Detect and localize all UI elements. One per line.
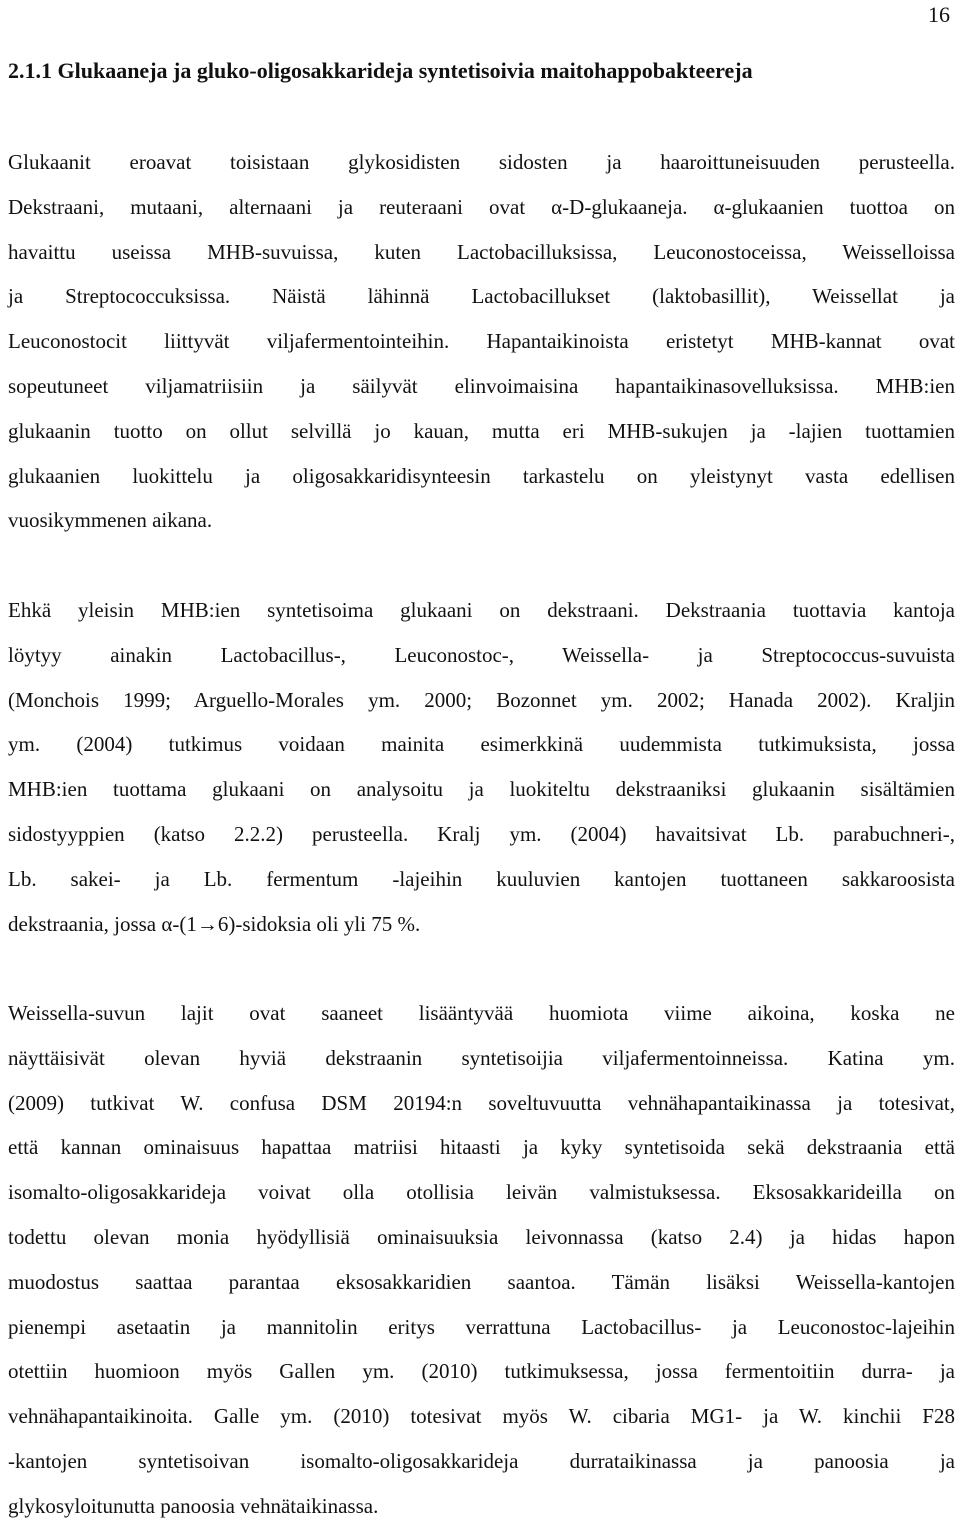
- text-line: Weissella-suvun lajit ovat saaneet lisääntyvää huomiota viime aikoina, koska ne: [8, 1001, 955, 1025]
- text-line: löytyy ainakin Lactobacillus-, Leuconostoc-, Weissella- ja Streptococcus-suvuista: [8, 642, 955, 667]
- paragraph-dextran: [8, 588, 955, 946]
- text-line: otettiin huomioon myös Gallen ym. (2010) tutkimuksessa, jossa fermentoitiin durra- ja: [8, 1359, 955, 1384]
- text-line: sopeutuneet viljamatriisiin ja säilyvät elinvoimaisina hapantaikinasovelluksissa. MHB:ien: [8, 373, 955, 398]
- text-line: ja Streptococcuksissa. Näistä lähinnä Lactobacillukset (laktobasillit), Weissellat ja: [8, 284, 955, 309]
- text-line: vehnähapantaikinoita. Galle ym. (2010) totesivat myös W. cibaria MG1- ja W. kinchii F28: [8, 1404, 955, 1429]
- text-line: glykosyloitunutta panoosia vehnätaikinassa.: [8, 1493, 379, 1518]
- text-line: Dekstraani, mutaani, alternaani ja reuteraani ovat α-D-glukaaneja. α-glukaanien tuottoa on: [8, 194, 955, 219]
- text-line: ym. (2004) tutkimus voidaan mainita esimerkkinä uudemmista tutkimuksista, jossa: [8, 732, 955, 757]
- text-line: MHB:ien tuottama glukaani on analysoitu ja luokiteltu dekstraaniksi glukaanin sisältämien: [8, 777, 955, 802]
- section-heading: 2.1.1 Glukaaneja ja gluko-oligosakkarideja syntetisoivia maitohappobakteereja: [8, 58, 753, 83]
- page-number: 16: [928, 2, 950, 27]
- text-line: glukaanin tuotto on ollut selvillä jo kauan, mutta eri MHB-sukujen ja -lajien tuottamien: [8, 418, 955, 443]
- paragraph-glucan-overview: [8, 140, 955, 543]
- text-line: pienempi asetaatin ja mannitolin eritys verrattuna Lactobacillus- ja Leuconostoc-lajeihin: [8, 1314, 955, 1339]
- text-line: vuosikymmenen aikana.: [8, 508, 213, 533]
- text-line: Leuconostocit liittyvät viljafermentointeihin. Hapantaikinoista eristetyt MHB-kannat ovat: [8, 329, 955, 354]
- text-line: Glukaanit eroavat toisistaan glykosidisten sidosten ja haaroittuneisuuden perusteella.: [8, 150, 955, 174]
- text-line: että kannan ominaisuus hapattaa matriisi hitaasti ja kyky syntetisoida sekä dekstraania että: [8, 1135, 955, 1160]
- text-line: todettu olevan monia hyödyllisiä ominaisuuksia leivonnassa (katso 2.4) ja hidas hapon: [8, 1224, 955, 1249]
- text-line: dekstraania, jossa α-(1→6)-sidoksia oli yli 75 %.: [8, 911, 421, 936]
- text-line: Lb. sakei- ja Lb. fermentum -lajeihin kuuluvien kantojen tuottaneen sakkaroosista: [8, 866, 955, 891]
- text-line: isomalto-oligosakkarideja voivat olla otollisia leivän valmistuksessa. Eksosakkarideilla on: [8, 1180, 955, 1205]
- paragraph-weissella: [8, 991, 955, 1529]
- text-line: sidostyyppien (katso 2.2.2) perusteella. Kralj ym. (2004) havaitsivat Lb. parabuchneri-,: [8, 821, 955, 846]
- text-line: muodostus saattaa parantaa eksosakkaridien saantoa. Tämän lisäksi Weissella-kantojen: [8, 1269, 955, 1294]
- text-line: Ehkä yleisin MHB:ien syntetisoima glukaani on dekstraani. Dekstraania tuottavia kantoja: [8, 598, 955, 622]
- text-line: (2009) tutkivat W. confusa DSM 20194:n soveltuvuutta vehnähapantaikinassa ja totesivat,: [8, 1090, 955, 1115]
- text-line: näyttäisivät olevan hyviä dekstraanin syntetisoijia viljafermentoinneissa. Katina ym.: [8, 1045, 955, 1070]
- text-line: -kantojen syntetisoivan isomalto-oligosakkarideja durrataikinassa ja panoosia ja: [8, 1448, 955, 1473]
- text-line: (Monchois 1999; Arguello-Morales ym. 2000; Bozonnet ym. 2002; Hanada 2002). Kraljin: [8, 687, 955, 712]
- text-line: glukaanien luokittelu ja oligosakkaridisynteesin tarkastelu on yleistynyt vasta edellisen: [8, 463, 955, 488]
- text-line: havaittu useissa MHB-suvuissa, kuten Lactobacilluksissa, Leuconostoceissa, Weisselloissa: [8, 239, 955, 264]
